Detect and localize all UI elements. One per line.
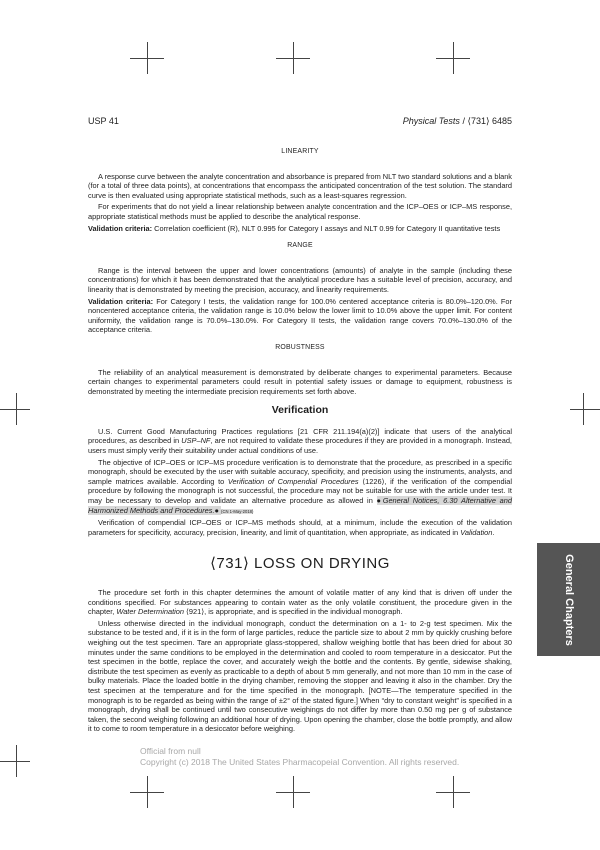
crop-mark xyxy=(0,761,30,762)
compendial-procedures-link[interactable]: Verification of Compendial Procedures xyxy=(227,476,359,486)
verification-heading: Verification xyxy=(271,404,329,417)
text-run: Verification of compendial ICP–OES or ICP–MS methods should, at a minimum, include the execution of the validation parameters for specificity, accuracy, precision, linearity, and limit of quantitation, when appropriate, as indicated in xyxy=(88,518,512,537)
water-determination-link[interactable]: Water Determination xyxy=(116,607,184,617)
usp-nf-reference[interactable]: USP–NF xyxy=(181,436,211,446)
validation-link[interactable]: Validation xyxy=(460,527,493,537)
running-header-right xyxy=(403,116,512,127)
watermark-line: Copyright (c) 2018 The United States Pharmacopeial Convention. All rights reserved. xyxy=(140,757,460,767)
running-header-left: USP 41 xyxy=(88,116,119,126)
crop-mark xyxy=(16,393,17,425)
crop-mark xyxy=(276,58,310,59)
linearity-heading: LINEARITY xyxy=(281,148,319,155)
verification-paragraph xyxy=(88,518,512,537)
text-run: , are not required to validate these procedures if they are provided in a monograph. Instead, users must simply verify their suitability under actual conditions of use. xyxy=(88,436,512,456)
verification-paragraph xyxy=(88,427,512,456)
crop-mark xyxy=(16,745,17,777)
criteria-label: Validation criteria: xyxy=(88,296,154,306)
change-notice-badge: (CN 1-May-2018) xyxy=(221,508,254,514)
crop-mark xyxy=(130,792,164,793)
text-run: ⟨1226⟩, if the verification of the compendial procedure by following the monograph is not successful, the procedure may not be suitable for use with the article under test. It may be necessary to develop and validate an alternative procedure as allowed in xyxy=(88,476,512,506)
text-run: The procedure set forth in this chapter determines the amount of volatile matter of any kind that is driven off under the conditions specified. For substances appearing to contain water as the only volatile constituent, the procedure given in the chapter, xyxy=(88,588,512,617)
text-run: ⟨921⟩, is appropriate, and is specified in the individual monograph. xyxy=(184,607,403,617)
crop-mark xyxy=(130,58,164,59)
watermark-line: Official from null xyxy=(140,746,201,756)
header-section: Physical Tests xyxy=(402,116,460,126)
crop-mark xyxy=(436,792,470,793)
general-chapters-tab[interactable] xyxy=(537,543,600,656)
range-paragraph: Range is the interval between the upper and lower concentrations (amounts) of analyte in the sample (including these concentrations) for which it has been demonstrated that the analytical procedure has a suitable level of precision, accuracy, and linearity that is demonstrated by meeting the precision, accuracy, and linearity requirements. xyxy=(88,265,512,294)
header-page: / ⟨731⟩ 6485 xyxy=(459,116,512,126)
crop-mark xyxy=(583,393,584,425)
linearity-paragraph: For experiments that do not yield a linear relationship between analyte concentration and the ICP–OES or ICP–MS response, appropriate statistical methods must be applied to describe the analytical response. xyxy=(88,202,512,221)
linearity-paragraph: A response curve between the analyte concentration and absorbance is prepared from NLT two standard solutions and a blank (for a total of three data points), at concentrations that encompass the anticipated concentration of the test solution. The standard curve is then evaluated using appropriate statistical methods, such as a least-squares regression. xyxy=(88,171,512,200)
criteria-text: Correlation coefficient (R), NLT 0.995 for Category I assays and NLT 0.99 for Category II quantitative tests xyxy=(152,223,501,233)
robustness-paragraph: The reliability of an analytical measurement is demonstrated by deliberate changes to experimental parameters. Because certain changes to experimental parameters could result in potential safety issues or damage to equipment, robustness is demonstrated by meeting the intermediate precision requirements set forth above. xyxy=(88,367,512,396)
text-run: The objective of ICP–OES or ICP–MS procedure verification is to demonstrate that the procedure, as prescribed in a specific monograph, should be executed by the user with suitable accuracy, specificity, and precision using the instruments, analysts, and sample matrices available. According to xyxy=(88,457,512,486)
crop-mark xyxy=(570,409,600,410)
text-run: . xyxy=(492,527,495,537)
verification-paragraph xyxy=(88,458,512,517)
page-body xyxy=(88,147,512,736)
crop-mark xyxy=(276,792,310,793)
criteria-text: For Category I tests, the validation range for 100.0% centered acceptance criteria is 80.0%–120.0%. For noncentered acceptance criteria, the validation range is 10.0% below the lower limit to 10.0% above the upper limit. For content uniformity, the validation range is 70.0%–130.0%. For Category II tests, the validation range covers 70.0%–130.0% of the acceptance criteria. xyxy=(88,296,513,335)
linearity-criteria xyxy=(88,224,512,234)
robustness-heading: ROBUSTNESS xyxy=(275,343,325,351)
general-notices-link[interactable]: ●General Notices, 6.30 Alternative and Harmonized Methods and Procedures.● xyxy=(88,496,512,515)
crop-mark xyxy=(436,58,470,59)
range-heading: RANGE xyxy=(287,242,313,250)
tab-label: General Chapters xyxy=(562,553,575,646)
text-run: U.S. Current Good Manufacturing Practices regulations [21 CFR 211.194(a)(2)] indicate that users of the analytical procedures, as described in xyxy=(88,426,512,446)
chapter-paragraph: Unless otherwise directed in the individual monograph, conduct the determination on a 1- to 2-g test specimen. Mix the substance to be tested and, if it is in the form of large particles, reduce the particle size to about 2 mm by quickly crushing before weighing out the test specimen. Tare an appropriate glass-stoppered, shallow weighing bottle that has been dried for about 30 minutes under the same conditions to be employed in the determination and cooled to room temperature in a desiccator. Put the test specimen in the bottle, replace the cover, and accurately weigh the bottle and the contents. By gentle, sidewise shaking, distribute the test specimen as evenly as practicable to a depth of about 5 mm generally, and not more than 10 mm in the case of bulky materials. Place the loaded bottle in the drying chamber, removing the stopper and leaving it also in the chamber. Dry the test specimen at the temperature and for the time specified in the monograph. [NOTE—The temperature specified in the monograph is to be regarded as being within the range of ±2° of the stated figure.] When “dry to constant weight” is specified in a monograph, drying shall be continued until two consecutive weighings do not differ by more than 0.50 mg per g of substance taken, the second weighing following an additional hour of drying. Upon opening the chamber, close the bottle promptly, and allow it to come to room temperature in a desiccator before weighing. xyxy=(88,618,512,734)
chapter-title: ⟨731⟩ LOSS ON DRYING xyxy=(210,555,390,573)
range-criteria xyxy=(88,297,512,335)
crop-mark xyxy=(0,409,30,410)
criteria-label: Validation criteria: xyxy=(88,223,153,233)
chapter-paragraph xyxy=(88,588,512,617)
